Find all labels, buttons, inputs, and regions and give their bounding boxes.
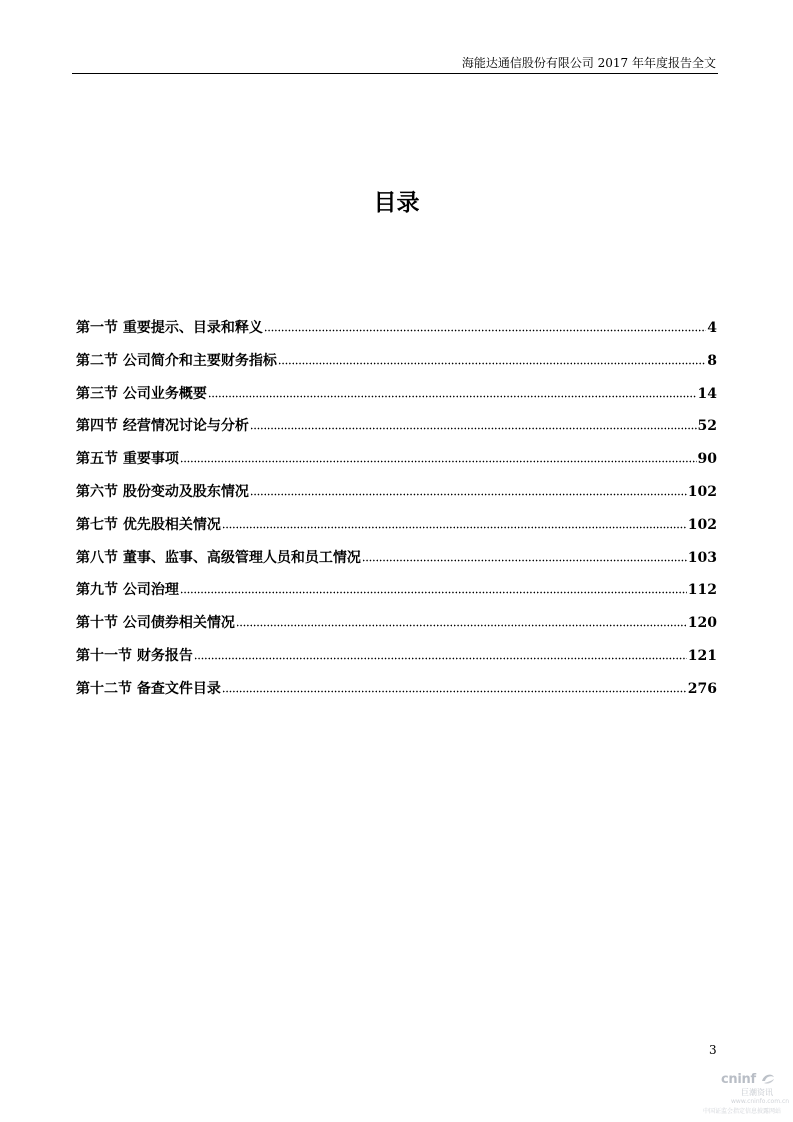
toc-entry-page: 8 (707, 352, 717, 369)
watermark-logo: cninf (721, 1072, 756, 1087)
toc-dot-leader (278, 353, 706, 365)
toc-dot-leader (222, 681, 687, 693)
watermark-url: www.cninfo.com.cn (731, 1098, 790, 1105)
toc-dot-leader (362, 550, 687, 562)
toc-entry-page: 112 (687, 582, 717, 599)
toc-entry-page: 90 (697, 451, 717, 468)
toc-entry[interactable] (76, 318, 717, 351)
toc-dot-leader (264, 320, 706, 332)
toc-entry-page: 4 (707, 320, 717, 336)
toc-entry-page: 121 (687, 647, 717, 664)
toc-entry[interactable] (76, 679, 717, 712)
table-of-contents (76, 318, 717, 712)
toc-entry-label: 第六节 股份变动及股东情况 (76, 483, 249, 500)
toc-entry-page: 102 (687, 483, 717, 500)
toc-entry-label: 第二节 公司简介和主要财务指标 (76, 352, 277, 369)
toc-entry-page: 14 (697, 385, 717, 402)
watermark-caption: 中国证监会指定信息披露网站 (703, 1108, 782, 1115)
toc-dot-leader (180, 451, 697, 463)
toc-entry-label: 第七节 优先股相关情况 (76, 516, 221, 533)
toc-entry-label: 第四节 经营情况讨论与分析 (76, 418, 249, 435)
toc-entry-label: 第九节 公司治理 (76, 582, 179, 599)
toc-entry-label: 第五节 重要事项 (76, 451, 179, 468)
toc-entry[interactable] (76, 580, 717, 613)
toc-dot-leader (208, 386, 697, 398)
toc-entry-label: 第一节 重要提示、目录和释义 (76, 320, 263, 336)
toc-entry-page: 103 (687, 549, 717, 566)
toc-entry-page: 52 (697, 418, 717, 435)
toc-entry[interactable] (76, 351, 717, 384)
toc-dot-leader (222, 517, 687, 529)
toc-dot-leader (236, 615, 687, 627)
toc-entry-label: 第十节 公司债券相关情况 (76, 615, 235, 632)
toc-entry-page: 102 (687, 516, 717, 533)
watermark-name: 巨潮资讯 (741, 1088, 773, 1097)
toc-entry[interactable] (76, 515, 717, 548)
toc-entry[interactable] (76, 384, 717, 417)
page-header (72, 54, 718, 74)
toc-dot-leader (250, 484, 687, 496)
toc-entry-label: 第十一节 财务报告 (76, 647, 193, 664)
toc-entry-label: 第八节 董事、监事、高级管理人员和员工情况 (76, 549, 361, 566)
header-title: 海能达通信股份有限公司 2017 年年度报告全文 (461, 56, 716, 70)
toc-entry[interactable] (76, 482, 717, 515)
cninfo-watermark (703, 1070, 791, 1118)
toc-entry[interactable] (76, 548, 717, 581)
toc-entry-label: 第三节 公司业务概要 (76, 385, 207, 402)
toc-entry-label: 第十二节 备查文件目录 (76, 680, 221, 697)
toc-entry-page: 120 (687, 615, 717, 632)
cninfo-swirl-icon (760, 1072, 776, 1086)
page-number: 3 (709, 1043, 717, 1057)
toc-entry[interactable] (76, 416, 717, 449)
toc-entry[interactable] (76, 449, 717, 482)
toc-entry-page: 276 (687, 680, 717, 697)
toc-entry[interactable] (76, 613, 717, 646)
page-title: 目录 (373, 190, 420, 216)
toc-dot-leader (180, 582, 687, 594)
toc-dot-leader (194, 648, 687, 660)
toc-entry[interactable] (76, 646, 717, 679)
toc-dot-leader (250, 418, 697, 430)
